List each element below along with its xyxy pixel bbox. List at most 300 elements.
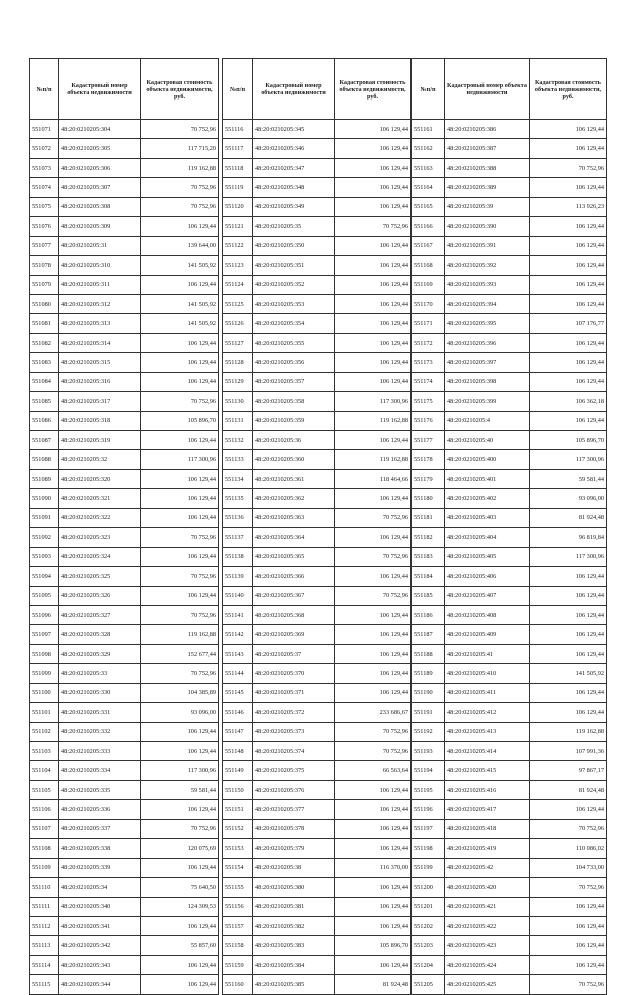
cadastral-value: 70 752,96 <box>141 120 219 139</box>
cadastral-value: 105 896,70 <box>141 411 219 430</box>
row-number: 551098 <box>30 644 59 663</box>
cadastral-number: 48:20:0210205:343 <box>59 955 141 974</box>
cadastral-number: 48:20:0210205:352 <box>253 275 335 294</box>
cadastral-value: 106 129,44 <box>335 780 411 799</box>
table-row <box>412 742 607 761</box>
table-row <box>223 897 411 916</box>
table-row <box>223 528 411 547</box>
cadastral-value: 106 129,44 <box>530 897 607 916</box>
table-row <box>412 722 607 741</box>
row-number: 551071 <box>30 120 59 139</box>
cadastral-number: 48:20:0210205:423 <box>445 936 530 955</box>
cadastral-value: 70 752,96 <box>335 586 411 605</box>
table-row <box>412 936 607 955</box>
table-row <box>412 333 607 352</box>
row-number: 551149 <box>223 761 253 780</box>
cadastral-value: 106 129,44 <box>530 800 607 819</box>
cadastral-number: 48:20:0210205:395 <box>445 314 530 333</box>
cadastral-number: 48:20:0210205:31 <box>59 236 141 255</box>
header-number: №п/п <box>412 59 445 120</box>
cadastral-value: 106 129,44 <box>335 178 411 197</box>
cadastral-number: 48:20:0210205:363 <box>253 508 335 527</box>
cadastral-value: 106 129,44 <box>141 800 219 819</box>
row-number: 551151 <box>223 800 253 819</box>
row-number: 551194 <box>412 761 445 780</box>
cadastral-value: 106 129,44 <box>335 625 411 644</box>
table-row <box>223 158 411 177</box>
cadastral-value: 106 129,44 <box>530 605 607 624</box>
table-row <box>30 761 219 780</box>
cadastral-number: 48:20:0210205:37 <box>253 644 335 663</box>
table-row <box>30 605 219 624</box>
row-number: 551123 <box>223 256 253 275</box>
cadastral-number: 48:20:0210205:361 <box>253 469 335 488</box>
table-row <box>30 275 219 294</box>
row-number: 551146 <box>223 703 253 722</box>
row-number: 551111 <box>30 897 59 916</box>
row-number: 551187 <box>412 625 445 644</box>
cadastral-number: 48:20:0210205:398 <box>445 372 530 391</box>
cadastral-number: 48:20:0210205:389 <box>445 178 530 197</box>
cadastral-value: 104 385,89 <box>141 683 219 702</box>
table-row <box>223 586 411 605</box>
header-row <box>30 59 219 120</box>
cadastral-number: 48:20:0210205:381 <box>253 897 335 916</box>
row-number: 551083 <box>30 353 59 372</box>
cadastral-value: 106 129,44 <box>530 625 607 644</box>
cadastral-number: 48:20:0210205:370 <box>253 664 335 683</box>
cadastral-value: 106 129,44 <box>141 333 219 352</box>
cadastral-value: 66 563,64 <box>335 761 411 780</box>
cadastral-value: 106 129,44 <box>530 139 607 158</box>
cadastral-number: 48:20:0210205:36 <box>253 431 335 450</box>
cadastral-number: 48:20:0210205:385 <box>253 975 335 994</box>
cadastral-number: 48:20:0210205:397 <box>445 353 530 372</box>
header-row <box>412 59 607 120</box>
cadastral-number: 48:20:0210205:328 <box>59 625 141 644</box>
row-number: 551147 <box>223 722 253 741</box>
cadastral-number: 48:20:0210205:34 <box>59 878 141 897</box>
table-row <box>223 858 411 877</box>
cadastral-value: 70 752,96 <box>335 217 411 236</box>
cadastral-number: 48:20:0210205:391 <box>445 236 530 255</box>
cadastral-value: 70 752,96 <box>530 975 607 994</box>
row-number: 551122 <box>223 236 253 255</box>
cadastral-number: 48:20:0210205:401 <box>445 469 530 488</box>
row-number: 551186 <box>412 605 445 624</box>
cadastral-number: 48:20:0210205:339 <box>59 858 141 877</box>
cadastral-value: 70 752,96 <box>530 158 607 177</box>
table-row <box>30 469 219 488</box>
cadastral-value: 106 129,44 <box>335 567 411 586</box>
table-row <box>30 644 219 663</box>
table-row <box>30 158 219 177</box>
cadastral-number: 48:20:0210205:318 <box>59 411 141 430</box>
table-row <box>30 839 219 858</box>
cadastral-value: 106 129,44 <box>141 372 219 391</box>
cadastral-value: 106 129,44 <box>530 353 607 372</box>
cadastral-number: 48:20:0210205:402 <box>445 489 530 508</box>
row-number: 551150 <box>223 780 253 799</box>
row-number: 551125 <box>223 294 253 313</box>
cadastral-value: 96 819,84 <box>530 528 607 547</box>
row-number: 551200 <box>412 878 445 897</box>
cadastral-number: 48:20:0210205:412 <box>445 703 530 722</box>
row-number: 551115 <box>30 975 59 994</box>
cadastral-value: 70 752,96 <box>141 664 219 683</box>
cadastral-value: 106 129,44 <box>335 878 411 897</box>
row-number: 551159 <box>223 955 253 974</box>
cadastral-number: 48:20:0210205:376 <box>253 780 335 799</box>
row-number: 551174 <box>412 372 445 391</box>
table-row <box>412 664 607 683</box>
cadastral-number: 48:20:0210205:40 <box>445 431 530 450</box>
row-number: 551133 <box>223 450 253 469</box>
cadastral-value: 106 129,44 <box>141 217 219 236</box>
cadastral-value: 106 129,44 <box>530 567 607 586</box>
cadastral-number: 48:20:0210205:354 <box>253 314 335 333</box>
cadastral-value: 106 129,44 <box>141 975 219 994</box>
cadastral-number: 48:20:0210205:411 <box>445 683 530 702</box>
cadastral-value: 110 086,02 <box>530 839 607 858</box>
cadastral-number: 48:20:0210205:417 <box>445 800 530 819</box>
table-row <box>30 120 219 139</box>
cadastral-value: 119 162,88 <box>141 158 219 177</box>
cadastral-number: 48:20:0210205:330 <box>59 683 141 702</box>
table-row <box>412 703 607 722</box>
cadastral-number: 48:20:0210205:39 <box>445 197 530 216</box>
header-row <box>223 59 411 120</box>
table-row <box>223 236 411 255</box>
cadastral-value: 81 924,48 <box>530 508 607 527</box>
cadastral-value: 106 129,44 <box>530 955 607 974</box>
row-number: 551076 <box>30 217 59 236</box>
cadastral-number: 48:20:0210205:353 <box>253 294 335 313</box>
table-row <box>223 936 411 955</box>
row-number: 551136 <box>223 508 253 527</box>
header-cadastral-number: Кадастровый номер объекта недвижимости <box>253 59 335 120</box>
cadastral-number: 48:20:0210205:374 <box>253 742 335 761</box>
cadastral-number: 48:20:0210205:384 <box>253 955 335 974</box>
row-number: 551072 <box>30 139 59 158</box>
cadastral-number: 48:20:0210205:315 <box>59 353 141 372</box>
row-number: 551182 <box>412 528 445 547</box>
row-number: 551091 <box>30 508 59 527</box>
row-number: 551089 <box>30 469 59 488</box>
row-number: 551185 <box>412 586 445 605</box>
header-cadastral-value: Кадастровая стоимость объекта недвижимости, руб. <box>530 59 607 120</box>
row-number: 551177 <box>412 431 445 450</box>
row-number: 551094 <box>30 567 59 586</box>
cadastral-value: 119 162,88 <box>141 625 219 644</box>
table-row <box>412 528 607 547</box>
cadastral-number: 48:20:0210205:392 <box>445 256 530 275</box>
cadastral-value: 106 129,44 <box>335 819 411 838</box>
cadastral-value: 106 129,44 <box>141 489 219 508</box>
cadastral-number: 48:20:0210205:408 <box>445 605 530 624</box>
row-number: 551116 <box>223 120 253 139</box>
cadastral-number: 48:20:0210205:393 <box>445 275 530 294</box>
cadastral-value: 106 129,44 <box>335 528 411 547</box>
cadastral-number: 48:20:0210205:414 <box>445 742 530 761</box>
cadastral-value: 106 129,44 <box>335 353 411 372</box>
table-row <box>412 897 607 916</box>
table-row <box>223 372 411 391</box>
row-number: 551101 <box>30 703 59 722</box>
row-number: 551112 <box>30 916 59 935</box>
table-row <box>412 605 607 624</box>
table-row <box>30 683 219 702</box>
cadastral-number: 48:20:0210205:38 <box>253 858 335 877</box>
table-row <box>412 567 607 586</box>
table-row <box>223 333 411 352</box>
cadastral-value: 106 129,44 <box>335 236 411 255</box>
row-number: 551081 <box>30 314 59 333</box>
table-row <box>412 780 607 799</box>
row-number: 551144 <box>223 664 253 683</box>
row-number: 551097 <box>30 625 59 644</box>
cadastral-number: 48:20:0210205:314 <box>59 333 141 352</box>
row-number: 551176 <box>412 411 445 430</box>
table-row <box>223 878 411 897</box>
cadastral-value: 106 129,44 <box>530 372 607 391</box>
header-number: №п/п <box>223 59 253 120</box>
cadastral-value: 97 867,17 <box>530 761 607 780</box>
table-row <box>30 217 219 236</box>
cadastral-number: 48:20:0210205:33 <box>59 664 141 683</box>
table-row <box>412 625 607 644</box>
row-number: 551134 <box>223 469 253 488</box>
cadastral-value: 117 300,96 <box>335 392 411 411</box>
cadastral-number: 48:20:0210205:319 <box>59 431 141 450</box>
cadastral-number: 48:20:0210205:371 <box>253 683 335 702</box>
table-row <box>30 547 219 566</box>
cadastral-number: 48:20:0210205:322 <box>59 508 141 527</box>
cadastral-number: 48:20:0210205:421 <box>445 897 530 916</box>
row-number: 551192 <box>412 722 445 741</box>
table-row <box>412 858 607 877</box>
cadastral-number: 48:20:0210205:406 <box>445 567 530 586</box>
row-number: 551086 <box>30 411 59 430</box>
cadastral-value: 105 896,70 <box>530 431 607 450</box>
row-number: 551126 <box>223 314 253 333</box>
table-row <box>412 275 607 294</box>
table-row <box>412 217 607 236</box>
cadastral-value: 106 129,44 <box>530 333 607 352</box>
cadastral-number: 48:20:0210205:346 <box>253 139 335 158</box>
row-number: 551120 <box>223 197 253 216</box>
cadastral-value: 117 300,96 <box>141 761 219 780</box>
row-number: 551096 <box>30 605 59 624</box>
cadastral-number: 48:20:0210205:310 <box>59 256 141 275</box>
cadastral-number: 48:20:0210205:342 <box>59 936 141 955</box>
cadastral-value: 117 300,96 <box>530 547 607 566</box>
cadastral-value: 106 129,44 <box>335 431 411 450</box>
cadastral-number: 48:20:0210205:359 <box>253 411 335 430</box>
row-number: 551077 <box>30 236 59 255</box>
cadastral-value: 106 362,18 <box>530 392 607 411</box>
cadastral-value: 70 752,96 <box>335 722 411 741</box>
cadastral-number: 48:20:0210205:345 <box>253 120 335 139</box>
row-number: 551143 <box>223 644 253 663</box>
cadastral-number: 48:20:0210205:334 <box>59 761 141 780</box>
table-row <box>223 567 411 586</box>
cadastral-value: 106 129,44 <box>530 411 607 430</box>
cadastral-value: 124 309,53 <box>141 897 219 916</box>
cadastral-number: 48:20:0210205:41 <box>445 644 530 663</box>
row-number: 551092 <box>30 528 59 547</box>
cadastral-number: 48:20:0210205:399 <box>445 392 530 411</box>
cadastral-number: 48:20:0210205:348 <box>253 178 335 197</box>
row-number: 551117 <box>223 139 253 158</box>
cadastral-value: 116 370,00 <box>335 858 411 877</box>
table-row <box>223 644 411 663</box>
cadastral-number: 48:20:0210205:336 <box>59 800 141 819</box>
cadastral-number: 48:20:0210205:333 <box>59 742 141 761</box>
cadastral-value: 81 924,48 <box>530 780 607 799</box>
row-number: 551164 <box>412 178 445 197</box>
cadastral-number: 48:20:0210205:332 <box>59 722 141 741</box>
cadastral-value: 106 129,44 <box>530 236 607 255</box>
cadastral-number: 48:20:0210205:415 <box>445 761 530 780</box>
table-row <box>30 586 219 605</box>
header-cadastral-number: Кадастровый номер объекта недвижимости <box>59 59 141 120</box>
row-number: 551199 <box>412 858 445 877</box>
cadastral-number: 48:20:0210205:404 <box>445 528 530 547</box>
cadastre-table-2 <box>222 58 411 995</box>
table-row <box>412 431 607 450</box>
cadastral-value: 70 752,96 <box>530 878 607 897</box>
cadastral-number: 48:20:0210205:347 <box>253 158 335 177</box>
table-row <box>30 450 219 469</box>
cadastral-number: 48:20:0210205:331 <box>59 703 141 722</box>
row-number: 551178 <box>412 450 445 469</box>
table-row <box>223 411 411 430</box>
cadastral-value: 106 129,44 <box>335 120 411 139</box>
row-number: 551204 <box>412 955 445 974</box>
cadastral-number: 48:20:0210205:329 <box>59 644 141 663</box>
row-number: 551197 <box>412 819 445 838</box>
row-number: 551093 <box>30 547 59 566</box>
cadastral-value: 70 752,96 <box>141 567 219 586</box>
row-number: 551201 <box>412 897 445 916</box>
table-row <box>30 936 219 955</box>
table-row <box>223 780 411 799</box>
cadastral-number: 48:20:0210205:418 <box>445 819 530 838</box>
table-row <box>223 469 411 488</box>
row-number: 551103 <box>30 742 59 761</box>
cadastral-value: 152 677,44 <box>141 644 219 663</box>
cadastral-value: 59 581,44 <box>530 469 607 488</box>
cadastral-value: 106 129,44 <box>141 547 219 566</box>
cadastral-number: 48:20:0210205:419 <box>445 839 530 858</box>
cadastral-value: 70 752,96 <box>335 742 411 761</box>
cadastral-value: 106 129,44 <box>335 275 411 294</box>
cadastral-value: 106 129,44 <box>335 256 411 275</box>
table-row <box>30 975 219 994</box>
table-row <box>412 916 607 935</box>
table-row <box>30 780 219 799</box>
row-number: 551161 <box>412 120 445 139</box>
cadastral-number: 48:20:0210205:321 <box>59 489 141 508</box>
table-row <box>30 897 219 916</box>
table-row <box>30 955 219 974</box>
row-number: 551139 <box>223 567 253 586</box>
cadastral-value: 93 096,00 <box>141 703 219 722</box>
row-number: 551118 <box>223 158 253 177</box>
row-number: 551087 <box>30 431 59 450</box>
cadastral-value: 70 752,96 <box>141 819 219 838</box>
cadastral-number: 48:20:0210205:356 <box>253 353 335 372</box>
cadastral-value: 106 129,44 <box>335 158 411 177</box>
cadastral-value: 106 129,44 <box>141 858 219 877</box>
table-row <box>30 236 219 255</box>
cadastral-value: 106 129,44 <box>530 217 607 236</box>
row-number: 551073 <box>30 158 59 177</box>
cadastral-number: 48:20:0210205:308 <box>59 197 141 216</box>
table-row <box>30 178 219 197</box>
table-row <box>412 178 607 197</box>
cadastral-number: 48:20:0210205:364 <box>253 528 335 547</box>
cadastral-value: 106 129,44 <box>335 916 411 935</box>
cadastral-value: 107 176,77 <box>530 314 607 333</box>
row-number: 551078 <box>30 256 59 275</box>
cadastral-value: 70 752,96 <box>141 605 219 624</box>
table-row <box>412 975 607 994</box>
row-number: 551080 <box>30 294 59 313</box>
cadastral-number: 48:20:0210205:388 <box>445 158 530 177</box>
cadastral-number: 48:20:0210205:380 <box>253 878 335 897</box>
cadastral-number: 48:20:0210205:422 <box>445 916 530 935</box>
cadastral-number: 48:20:0210205:323 <box>59 528 141 547</box>
cadastral-value: 141 505,92 <box>141 314 219 333</box>
cadastral-value: 119 162,88 <box>335 411 411 430</box>
cadastral-value: 70 752,96 <box>141 197 219 216</box>
cadastral-value: 117 715,20 <box>141 139 219 158</box>
row-number: 551095 <box>30 586 59 605</box>
table-row <box>223 275 411 294</box>
row-number: 551106 <box>30 800 59 819</box>
row-number: 551193 <box>412 742 445 761</box>
cadastral-number: 48:20:0210205:335 <box>59 780 141 799</box>
cadastral-number: 48:20:0210205:378 <box>253 819 335 838</box>
cadastral-number: 48:20:0210205:409 <box>445 625 530 644</box>
cadastral-number: 48:20:0210205:355 <box>253 333 335 352</box>
header-cadastral-number: Кадастровый номер объекта недвижимости <box>445 59 530 120</box>
row-number: 551085 <box>30 392 59 411</box>
row-number: 551113 <box>30 936 59 955</box>
table-row <box>412 761 607 780</box>
table-row <box>223 761 411 780</box>
table-row <box>30 528 219 547</box>
row-number: 551173 <box>412 353 445 372</box>
table-row <box>412 819 607 838</box>
cadastral-value: 106 129,44 <box>335 489 411 508</box>
table-row <box>30 489 219 508</box>
table-row <box>412 294 607 313</box>
cadastral-value: 106 129,44 <box>335 839 411 858</box>
cadastral-number: 48:20:0210205:360 <box>253 450 335 469</box>
table-row <box>412 878 607 897</box>
cadastral-value: 106 129,44 <box>141 916 219 935</box>
row-number: 551189 <box>412 664 445 683</box>
cadastral-value: 106 129,44 <box>141 353 219 372</box>
table-row <box>412 372 607 391</box>
table-row <box>30 878 219 897</box>
row-number: 551079 <box>30 275 59 294</box>
cadastral-number: 48:20:0210205:313 <box>59 314 141 333</box>
cadastral-value: 106 129,44 <box>141 431 219 450</box>
